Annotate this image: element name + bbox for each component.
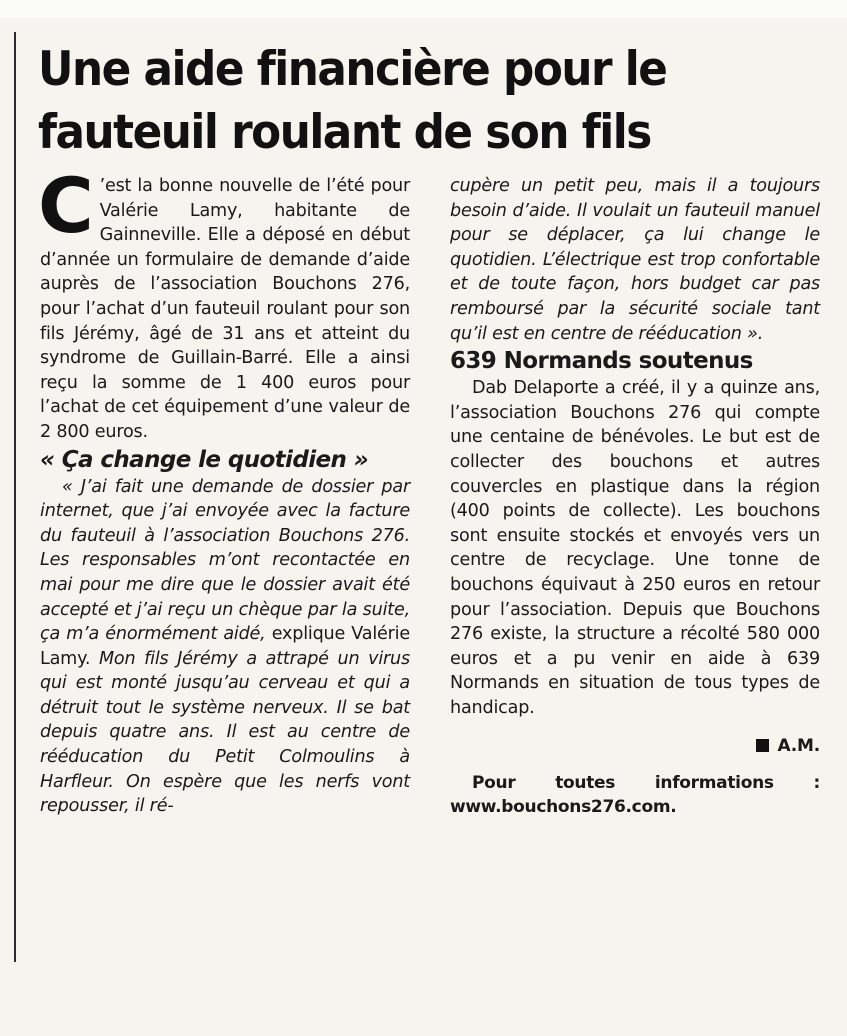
article-headline: Une aide financière pour le fauteuil roulant de son fils <box>38 42 667 160</box>
column-rule <box>14 32 16 962</box>
quote-part-b: Mon fils Jérémy a attrapé un virus qui est monté jusqu’au cerveau et qui a détruit tout le système nerveux. Il se bat depuis quatre ans. Il est au centre de rééducation du Petit Colmoulins à Harfleur. On espère que les nerfs vont repousser, il ré- <box>40 648 410 817</box>
right-column <box>450 174 820 819</box>
quote-part-a: « J’ai fait une demande de dossier par internet, que j’ai envoyée avec la facture du fauteuil à l’association Bouchons 276. Les responsables m’ont recontactée en mai pour me dire que le dossier avait été accepté et j’ai reçu un chèque par la suite, ça m’a énormément aidé, <box>40 476 410 645</box>
quote-attribution: explique Valérie Lamy. <box>40 624 410 669</box>
left-column <box>38 161 410 819</box>
page-top-margin <box>0 0 847 18</box>
quote-paragraph <box>40 475 410 819</box>
intro-paragraph <box>38 161 410 445</box>
quote-continuation: cupère un petit peu, mais il a toujours besoin d’aide. Il voulait un fauteuil manuel pour se déplacer, ça lui change le quotidien. L’électrique est trop confortable et de toute façon, hors budget car pas remboursé par la sécurité sociale tant qu’il est en centre de rééducation ». <box>450 176 820 344</box>
info-line: Pour toutes informations : www.bouchons276.com. <box>450 773 820 818</box>
subheading-quote: « Ça change le quotidien » <box>40 446 369 473</box>
association-paragraph: Dab Delaporte a créé, il y a quinze ans, l’association Bouchons 276 qui compte une centaine de bénévoles. Le but est de collecter des bouchons et autres couvercles en plastique dans la région (400 points de collecte). Les bouchons sont ensuite stockés et envoyés vers un centre de recyclage. Une tonne de bouchons équivaut à 250 euros en retour pour l’association. Depuis que Bouchons 276 existe, la structure a récolté 580 000 euros et a pu venir en aide à 639 Normands en situation de tous types de handicap. <box>450 378 820 718</box>
square-bullet-icon <box>756 739 769 752</box>
author-initials: A.M. <box>777 736 820 757</box>
author-signature <box>450 734 820 759</box>
drop-cap: C <box>38 161 94 250</box>
subheading-normands: 639 Normands soutenus <box>450 348 753 375</box>
intro-text: ’est la bonne nouvelle de l’été pour Valérie Lamy, habitante de Gainneville. Elle a déposé en début d’année un formulaire de demande d’aide auprès de l’association Bouchons 276, pour l’achat d’un fauteuil roulant pour son fils Jérémy, âgé de 31 ans et atteint du syndrome de Guillain-Barré. Elle a ainsi reçu la somme de 1 400 euros pour l’achat de cet équipement d’une valeur de 2 800 euros. <box>40 176 410 442</box>
